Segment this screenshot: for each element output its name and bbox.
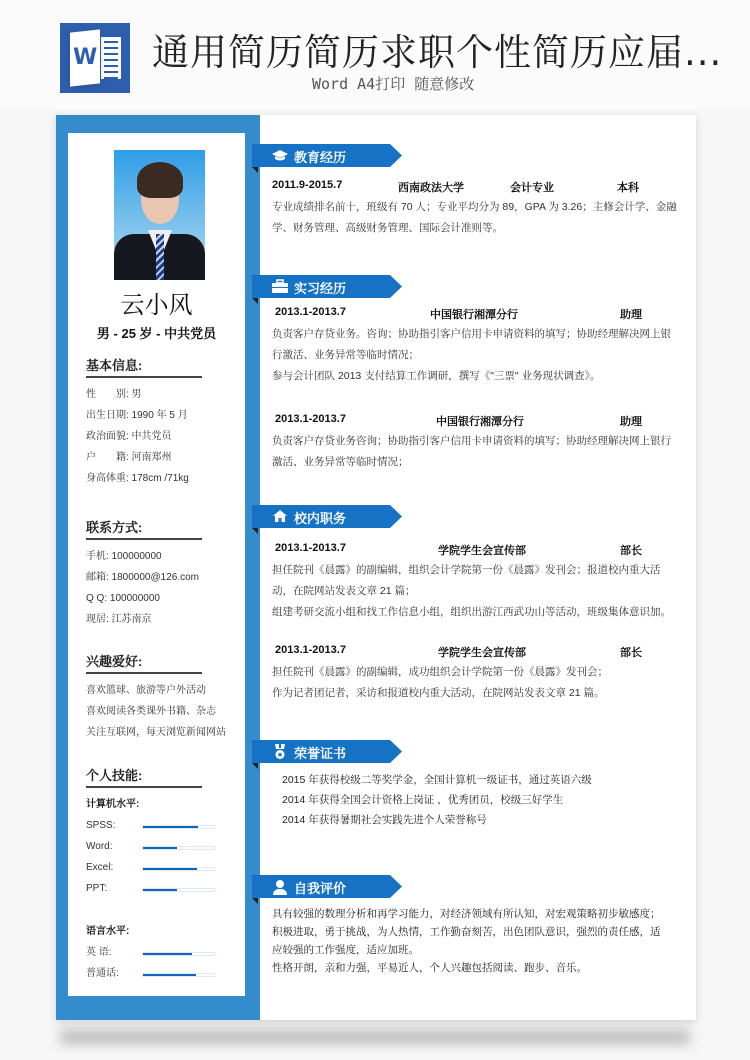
skill-word — [86, 836, 226, 857]
info-row: 出生日期: 1990 年 5 月 — [86, 410, 188, 421]
hobby-item: 喜欢阅读各类课外书籍、杂志 — [86, 706, 216, 717]
entry-date: 2013.1-2013.7 — [275, 644, 346, 656]
entry-org: 西南政法大学 — [398, 182, 464, 194]
campus-entry-header — [272, 644, 652, 662]
hobbies-section — [86, 651, 226, 743]
basic-info-title: 基本信息: — [86, 355, 202, 378]
profile-name: 云小风 — [120, 291, 193, 319]
word-icon — [60, 23, 130, 93]
entry-role: 部长 — [620, 545, 642, 557]
skill-bar — [142, 846, 215, 850]
section-title: 校内职务 — [294, 511, 347, 526]
internship-entry-header — [272, 413, 652, 431]
honors-list — [282, 770, 682, 830]
entry-org: 中国银行湘潭分行 — [430, 309, 518, 321]
medal-icon — [272, 744, 288, 760]
entry-degree: 本科 — [617, 182, 639, 194]
campus-entry-header — [272, 542, 652, 560]
info-row: 身高体重: 178cm /71kg — [86, 473, 189, 484]
skill-label: PPT: — [86, 883, 108, 894]
hobby-item: 关注互联网，每天浏览新闻网站 — [86, 727, 226, 738]
skill-mandarin — [86, 963, 226, 984]
contact-title: 联系方式: — [86, 517, 202, 540]
skill-english — [86, 942, 226, 963]
campus-details: 担任院刊《晨露》的副编辑，成功组织会计学院第一份《晨露》发刊会； 作为记者团记者，采访和报道校内重大活动，在院网站发表文章 21 篇。 — [272, 666, 608, 699]
entry-org: 学院学生会宣传部 — [438, 545, 526, 557]
skill-label: 英 语: — [86, 947, 112, 958]
skill-ppt — [86, 878, 226, 899]
skill-bar — [142, 825, 215, 829]
section-title: 荣誉证书 — [294, 746, 347, 761]
contact-section — [86, 517, 226, 630]
education-details: 专业成绩排名前十，班级有 70 人；专业平均分为 89，GPA 为 3.26；主修会计学、金融 学、财务管理、高级财务管理、国际会计准则等。 — [272, 201, 677, 234]
entry-date: 2013.1-2013.7 — [275, 542, 346, 554]
entry-org: 学院学生会宣传部 — [438, 647, 526, 659]
internship-details: 负责客户存贷业务。咨询；协助指引客户信用卡申请资料的填写；协助经理解决网上银 行激活、业务异常等临时情况； 参与会计团队 2013 支付结算工作调研，撰写《"三票" 业务现状调查》。 — [272, 328, 671, 382]
skill-spss — [86, 815, 226, 836]
honor-item: 2015 年获得校级二等奖学金，全国计算机一级证书，通过英语六级 — [282, 774, 592, 786]
section-header-self-eval — [252, 875, 412, 898]
section-header-internship — [252, 275, 412, 298]
profile-photo — [114, 150, 205, 280]
skill-excel — [86, 857, 226, 878]
entry-date: 2011.9-2015.7 — [272, 179, 343, 191]
skill-label: 普通话: — [86, 968, 119, 979]
info-row: 户 籍: 河南郑州 — [86, 452, 172, 463]
honor-item: 2014 年获得暑期社会实践先进个人荣誉称号 — [282, 814, 487, 826]
contact-phone: 手机: 100000000 — [86, 551, 162, 562]
sidebar-panel — [68, 133, 245, 996]
skill-bar — [142, 867, 215, 871]
document-subtitle: Word A4打印 随意修改 — [312, 75, 475, 93]
sidebar — [56, 115, 260, 1020]
preview-header — [0, 0, 750, 110]
hobbies-title: 兴趣爱好: — [86, 651, 202, 674]
language-skills-title: 语言水平: — [86, 926, 130, 937]
main-content — [260, 115, 696, 1020]
entry-role: 助理 — [620, 416, 642, 428]
section-header-education — [252, 144, 412, 167]
skills-section — [86, 765, 226, 984]
skill-label: Excel: — [86, 862, 114, 873]
campus-details: 担任院刊《晨露》的副编辑，组织会计学院第一份《晨露》发刊会；报道校内重大活 动，在院网站发表文章 21 篇； 组建考研交流小组和找工作信息小组，组织出游江西武功山等活动，班级集体意识加。 — [272, 564, 671, 618]
hobby-item: 喜欢篮球、旅游等户外活动 — [86, 685, 206, 696]
skills-title: 个人技能: — [86, 765, 202, 788]
skill-bar — [142, 973, 215, 977]
section-header-honors — [252, 740, 412, 763]
self-eval-text: 具有较强的数理分析和再学习能力，对经济领域有所认知，对宏观策略初步敏感度； 积极进取，勇于挑战，为人热情，工作勤奋刻苦，出色团队意识，强烈的责任感，适 应较强的工作强度，适应加班。 性格开朗，亲和力强，平易近人，个人兴趣包括阅读、跑步、音乐。 — [272, 908, 661, 974]
entry-role: 部长 — [620, 647, 642, 659]
skill-bar — [142, 888, 215, 892]
honor-item: 2014 年获得全国会计资格上岗证 ，优秀团员，校级三好学生 — [282, 794, 564, 806]
section-title: 自我评价 — [294, 881, 347, 896]
contact-location: 现居: 江苏南京 — [86, 614, 152, 625]
word-letter: W — [73, 45, 98, 70]
skill-label: SPSS: — [86, 820, 116, 831]
briefcase-icon — [272, 279, 288, 295]
entry-date: 2013.1-2013.7 — [275, 413, 346, 425]
entry-date: 2013.1-2013.7 — [275, 306, 346, 318]
info-row: 政治面貌: 中共党员 — [86, 431, 172, 442]
computer-skills-title: 计算机水平: — [86, 799, 140, 810]
skill-label: Word: — [86, 841, 113, 852]
entry-major: 会计专业 — [510, 182, 554, 194]
graduation-cap-icon — [272, 148, 288, 164]
document-title: 通用简历简历求职个性简历应届... — [152, 31, 723, 74]
home-icon — [272, 509, 288, 525]
entry-role: 助理 — [620, 309, 642, 321]
skill-bar — [142, 952, 215, 956]
section-title: 教育经历 — [294, 150, 347, 165]
internship-entry-header — [272, 306, 652, 324]
section-title: 实习经历 — [294, 281, 347, 296]
contact-qq: Q Q: 100000000 — [86, 593, 160, 604]
user-icon — [272, 879, 288, 895]
entry-org: 中国银行湘潭分行 — [436, 416, 524, 428]
resume-page — [56, 115, 696, 1020]
contact-email: 邮箱: 1800000@126.com — [86, 572, 199, 583]
internship-details: 负责客户存贷业务咨询；协助指引客户信用卡申请资料的填写；协助经理解决网上银行 激活、业务异常等临时情况； — [272, 435, 671, 468]
info-row: 性 别: 男 — [86, 389, 142, 400]
profile-tagline: 男 - 25 岁 - 中共党员 — [96, 326, 217, 341]
section-header-campus — [252, 505, 412, 528]
basic-info-section — [86, 355, 226, 489]
page-shadow — [60, 1030, 690, 1044]
education-entry-header — [272, 179, 652, 197]
document-lines — [101, 37, 121, 79]
